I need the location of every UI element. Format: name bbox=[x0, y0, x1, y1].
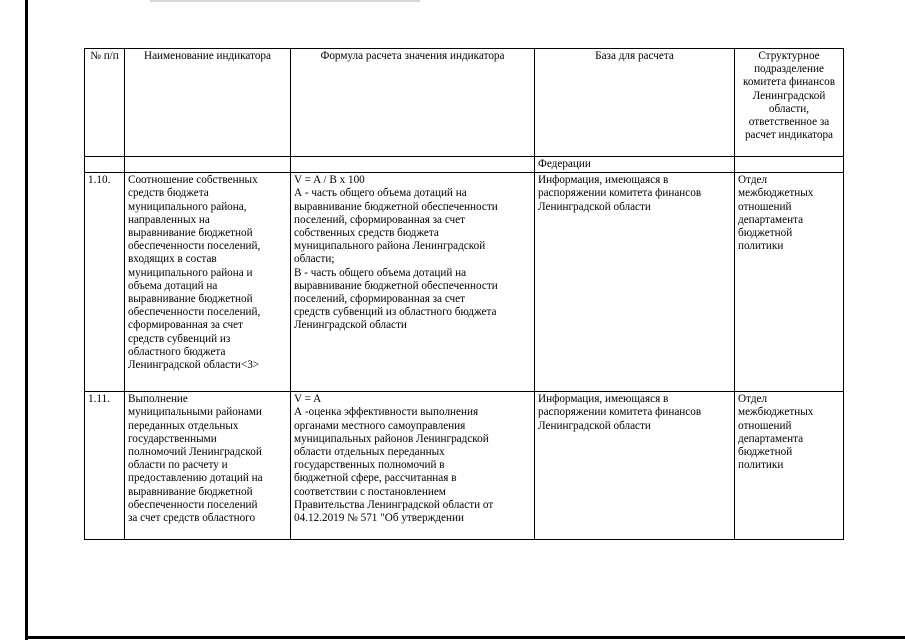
indicator-table bbox=[84, 48, 844, 540]
cell-base: Информация, имеющаяся в распоряжении комитета финансов Ленинградской области bbox=[535, 392, 735, 540]
cell-indicator-name: Соотношение собственных средств бюджета муниципального района, направленных на выравнивание бюджетной обеспеченности поселений, входящих в состав муниципального района и объема дотаций на выравнивание бюджетной обеспеченности поселений, сформированная за счет средств субвенций из областного бюджета Ленинградской области<3> bbox=[125, 173, 291, 392]
scan-border-left bbox=[25, 0, 28, 640]
scan-border-bottom bbox=[25, 636, 905, 639]
header-base: База для расчета bbox=[535, 49, 735, 157]
scan-artifact-top bbox=[150, 0, 420, 2]
cell-responsible-unit: Отдел межбюджетных отношений департамента бюджетной политики bbox=[735, 392, 844, 540]
table-header-row bbox=[85, 49, 844, 157]
cell-number: 1.10. bbox=[85, 173, 125, 392]
cell-empty bbox=[85, 157, 125, 173]
cell-number: 1.11. bbox=[85, 392, 125, 540]
cell-formula: V = A / B x 100 А - часть общего объема дотаций на выравнивание бюджетной обеспеченности поселений, сформированная за счет собственных средств бюджета муниципального района Ленинградской области; В - часть общего объема дотаций на выравнивание бюджетной обеспеченности поселений, сформированная за счет средств субвенций из областного бюджета Ленинградской области bbox=[291, 173, 535, 392]
cell-empty bbox=[735, 157, 844, 173]
cell-responsible-unit: Отдел межбюджетных отношений департамента бюджетной политики bbox=[735, 173, 844, 392]
header-number: № п/п bbox=[85, 49, 125, 157]
table-row bbox=[85, 173, 844, 392]
header-formula: Формула расчета значения индикатора bbox=[291, 49, 535, 157]
cell-indicator-name: Выполнение муниципальными районами переданных отдельных государственными полномочий Ленинградской области по расчету и предоставлению дотаций на выравнивание бюджетной обеспеченности поселений за счет средств областного bbox=[125, 392, 291, 540]
cell-base: Информация, имеющаяся в распоряжении комитета финансов Ленинградской области bbox=[535, 173, 735, 392]
cell-formula: V = A А -оценка эффективности выполнения органами местного самоуправления муниципальных районов Ленинградской области отдельных переданных государственных полномочий в бюджетной сфере, рассчитанная в соответствии с постановлением Правительства Ленинградской области от 04.12.2019 № 571 "Об утверждении bbox=[291, 392, 535, 540]
cell-base-continuation: Федерации bbox=[535, 157, 735, 173]
cell-empty bbox=[291, 157, 535, 173]
table-row-continuation bbox=[85, 157, 844, 173]
cell-empty bbox=[125, 157, 291, 173]
header-responsible-unit: Структурное подразделение комитета финансов Ленинградской области, ответственное за расчет индикатора bbox=[735, 49, 844, 157]
header-indicator-name: Наименование индикатора bbox=[125, 49, 291, 157]
table-row bbox=[85, 392, 844, 540]
